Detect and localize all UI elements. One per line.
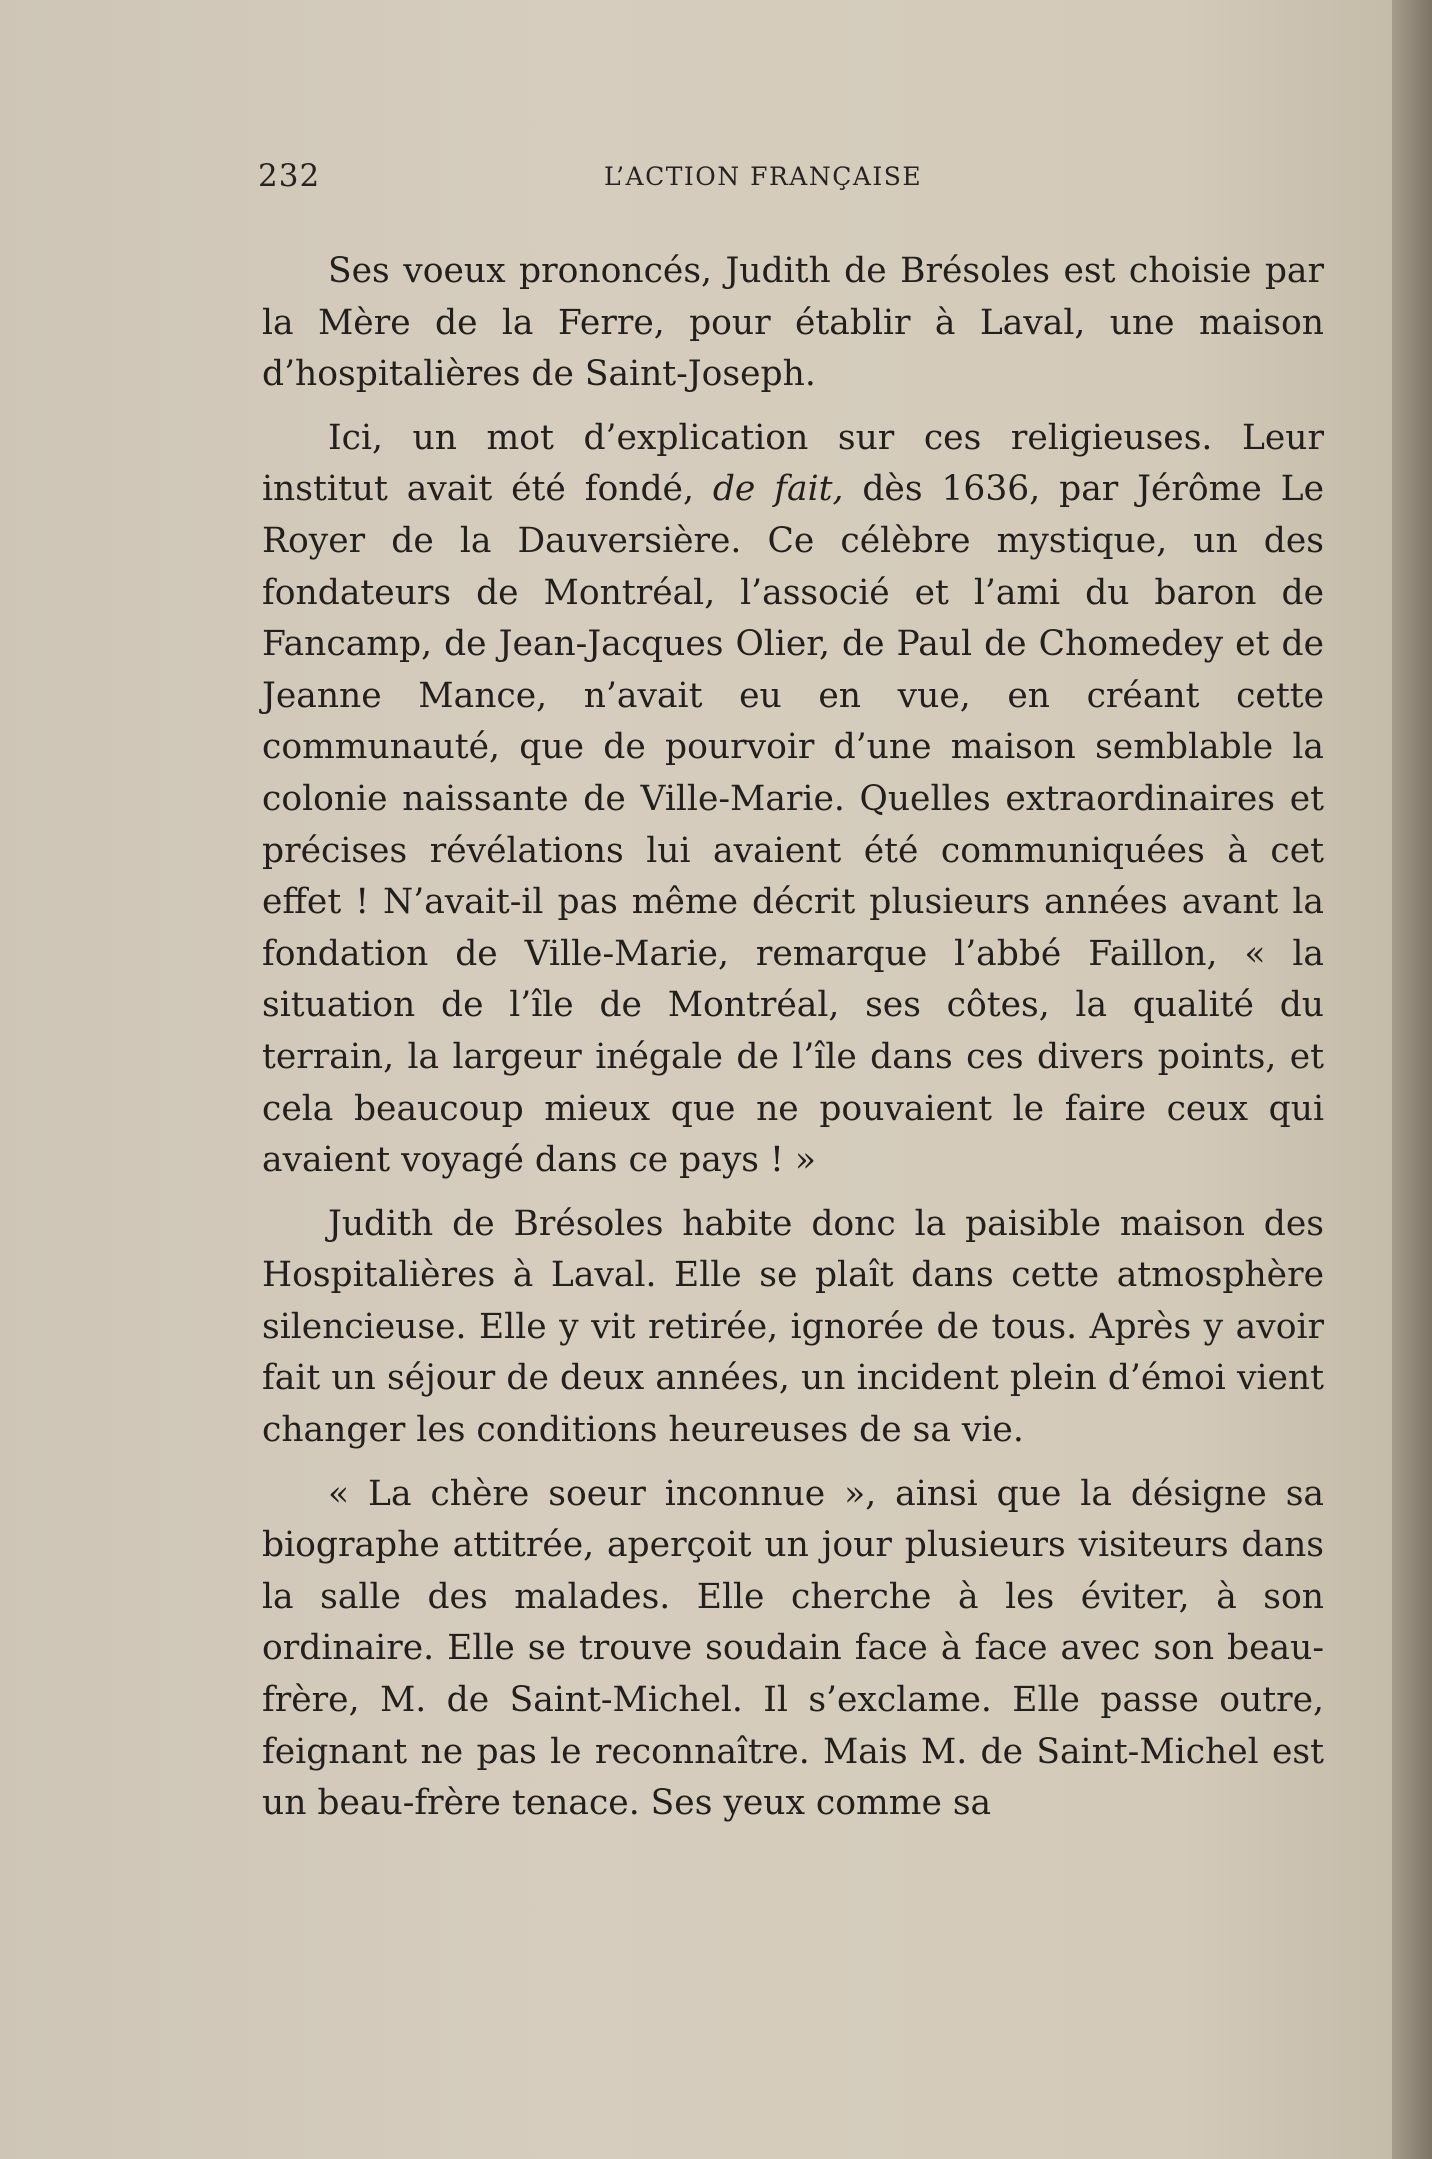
page-header	[258, 158, 1358, 202]
page-edge	[1392, 0, 1432, 2159]
paragraph-4: « La chère soeur inconnue », ainsi que la désigne sa biographe attitrée, aperçoit un jour plusieurs visiteurs dans la salle des malades. Elle cherche à les éviter, à son ordinaire. Elle se trouve soudain face à face avec son beau-frère, M. de Saint-Michel. Il s’exclame. Elle passe outre, feignant ne pas le reconnaître. Mais M. de Saint-Michel est un beau-frère tenace. Ses yeux comme sa	[262, 1473, 1324, 1824]
paragraph-2-italic: de fait,	[712, 469, 844, 510]
running-title: L’ACTION FRANÇAISE	[604, 162, 923, 191]
paragraph-3: Judith de Brésoles habite donc la paisible maison des Hospitalières à Laval. Elle se plaît dans cette atmosphère silencieuse. Elle y vit retirée, ignorée de tous. Après y avoir fait un séjour de deux années, un incident plein d’émoi vient changer les conditions heureuses de sa vie.	[262, 1203, 1324, 1451]
paragraph-1: Ses voeux prononcés, Judith de Brésoles est choisie par la Mère de la Ferre, pour établir à Laval, une maison d’hospitalières de Saint-Joseph.	[262, 251, 1324, 395]
paragraph-2-text-a: Ici, un mot d’explication sur ces religieuses. Leur institut avait été fondé,	[262, 417, 1324, 510]
page-number: 232	[258, 158, 321, 194]
paragraph-2-text-b: dès 1636, par Jérôme Le Royer de la Dauversière. Ce célèbre mystique, un des fondateurs de Montréal, l’associé et l’ami du baron de Fancamp, de Jean-Jacques Olier, de Paul de Chomedey et de Jeanne Mance, n’avait eu en vue, en créant cette communauté, que de pourvoir d’une maison semblable la colonie naissante de Ville-Marie. Quelles extraordinaires et précises révélations lui avaient été communiquées à cet effet ! N’avait-il pas même décrit plusieurs années avant la fondation de Ville-Marie, remarque l’abbé Faillon, « la situation de l’île de Montréal, ses côtes, la qualité du terrain, la largeur inégale de l’île dans ces divers points, et cela beaucoup mieux que ne pouvaient le faire ceux qui avaient voyagé dans ce pays ! »	[262, 469, 1325, 1181]
body-text	[262, 246, 1324, 1830]
paragraph-2	[262, 413, 1324, 1187]
